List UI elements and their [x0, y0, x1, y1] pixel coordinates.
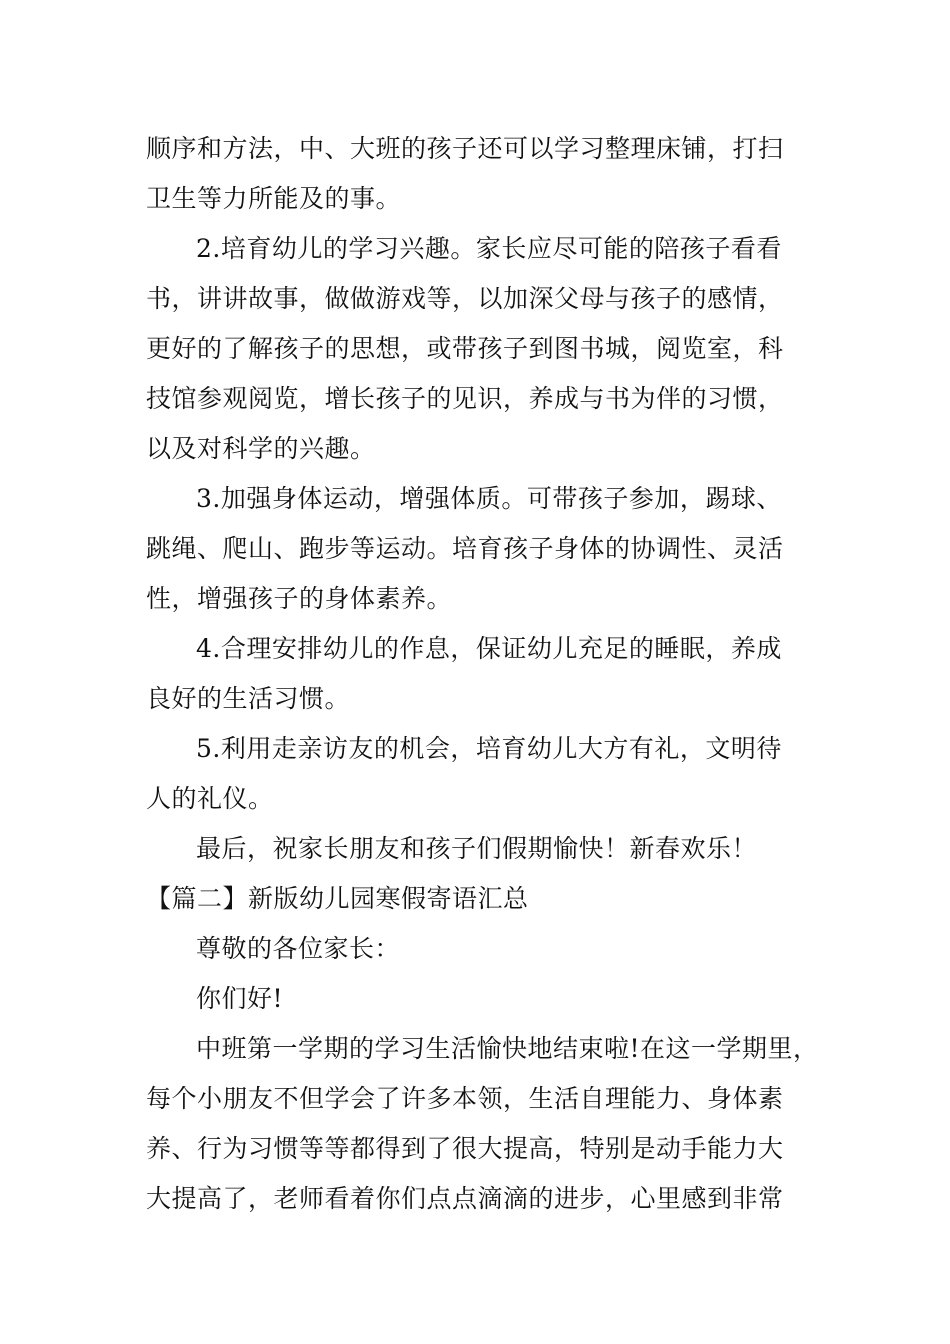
paragraph-line: 5.利用走亲访友的机会，培育幼儿大方有礼，文明待	[196, 734, 782, 763]
text-line: 养、行为习惯等等都得到了很大提高，特别是动手能力大	[146, 1134, 784, 1163]
text-line: 顺序和方法，中、大班的孩子还可以学习整理床铺，打扫	[146, 134, 784, 163]
paragraph-line: 4.合理安排幼儿的作息，保证幼儿充足的睡眠，养成	[196, 634, 782, 663]
text-line: 良好的生活习惯。	[146, 684, 351, 713]
paragraph-line: 3.加强身体运动，增强体质。可带孩子参加，踢球、	[196, 484, 782, 513]
text-line: 大提高了，老师看着你们点点滴滴的进步，心里感到非常	[146, 1184, 784, 1213]
text-line: 跳绳、爬山、跑步等运动。培育孩子身体的协调性、灵活	[146, 534, 784, 563]
section-heading: 【篇二】新版幼儿园寒假寄语汇总	[146, 884, 529, 913]
text-line: 更好的了解孩子的思想，或带孩子到图书城，阅览室，科	[146, 334, 784, 363]
text-line: 书，讲讲故事，做做游戏等，以加深父母与孩子的感情，	[146, 284, 784, 313]
text-line: 以及对科学的兴趣。	[146, 434, 376, 463]
paragraph-line: 中班第一学期的学习生活愉快地结束啦!在这一学期里，	[196, 1034, 819, 1063]
salutation-line: 尊敬的各位家长：	[196, 934, 401, 963]
text-line: 每个小朋友不但学会了许多本领，生活自理能力、身体素	[146, 1084, 784, 1113]
greeting-line: 你们好!	[196, 984, 284, 1013]
text-line: 技馆参观阅览，增长孩子的见识，养成与书为伴的习惯，	[146, 384, 784, 413]
paragraph-line: 2.培育幼儿的学习兴趣。家长应尽可能的陪孩子看看	[196, 234, 782, 263]
text-line: 性，增强孩子的身体素养。	[146, 584, 453, 613]
text-line: 人的礼仪。	[146, 784, 274, 813]
closing-line: 最后，祝家长朋友和孩子们假期愉快！新春欢乐！	[196, 834, 758, 863]
text-line: 卫生等力所能及的事。	[146, 184, 402, 213]
